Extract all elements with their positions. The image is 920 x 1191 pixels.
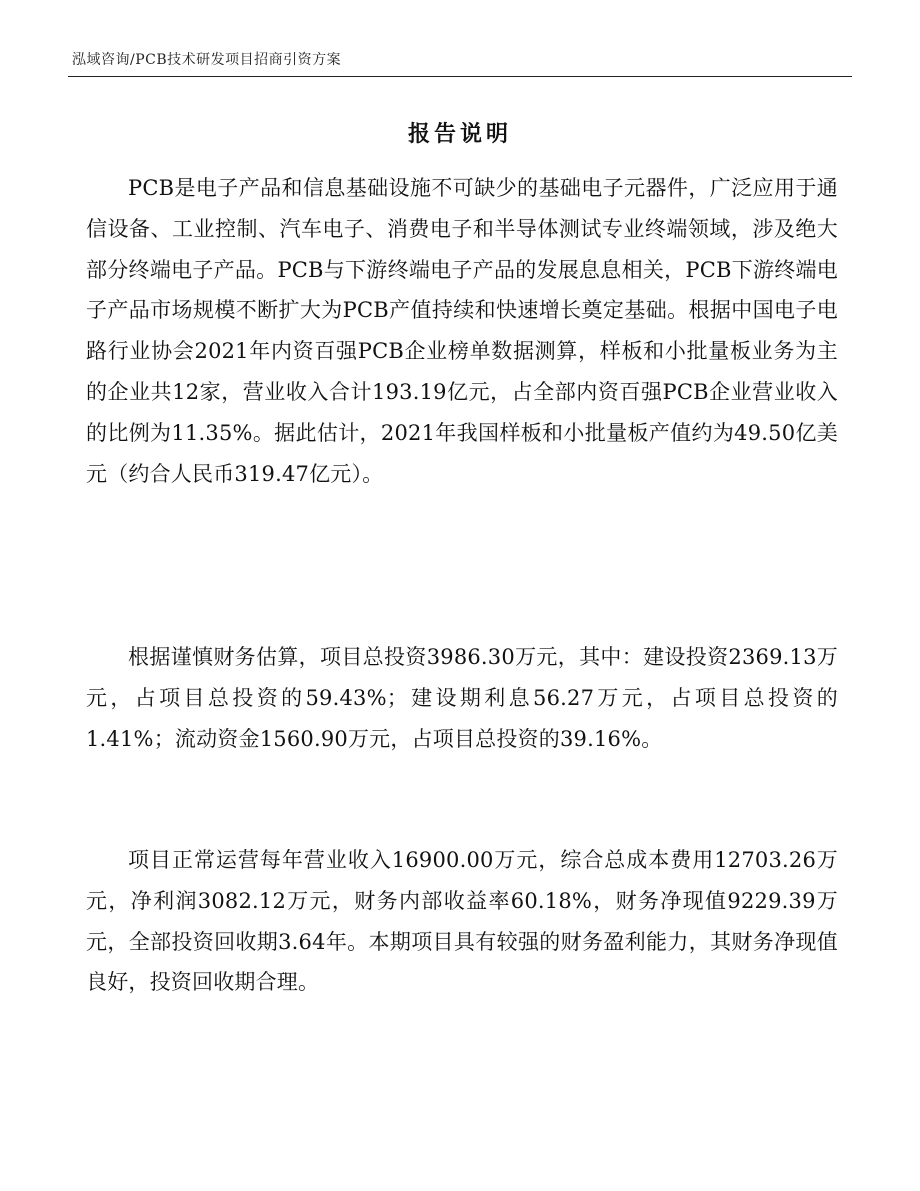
page-title: 报告说明 xyxy=(407,121,512,147)
running-header: 泓域咨询/PCB技术研发项目招商引资方案 xyxy=(72,52,342,68)
paragraph-industry-overview: PCB是电子产品和信息基础设施不可缺少的基础电子元器件，广泛应用于通信设备、工业控制、汽车电子、消费电子和半导体测试专业终端领域，涉及绝大部分终端电子产品。PCB与下游终端电子产品的发展息息相关，PCB下游终端电子产品市场规模不断扩大为PCB产值持续和快速增长奠定基础。根据中国电子电路行业协会2021年内资百强PCB企业榜单数据测算，样板和小批量板业务为主的企业共12家，营业收入合计193.19亿元，占全部内资百强PCB企业营业收入的比例为11.35%。据此估计，2021年我国样板和小批量板产值约为49.50亿美元（约合人民币319.47亿元）。 xyxy=(86,176,838,486)
paragraph-investment-estimate: 根据谨慎财务估算，项目总投资3986.30万元，其中：建设投资2369.13万元，占项目总投资的59.43%；建设期利息56.27万元，占项目总投资的1.41%；流动资金1560.90万元，占项目总投资的39.16%。 xyxy=(86,645,838,751)
header-divider xyxy=(68,76,852,77)
paragraph-financial-returns: 项目正常运营每年营业收入16900.00万元，综合总成本费用12703.26万元，净利润3082.12万元，财务内部收益率60.18%，财务净现值9229.39万元，全部投资回收期3.64年。本期项目具有较强的财务盈利能力，其财务净现值良好，投资回收期合理。 xyxy=(86,848,838,995)
